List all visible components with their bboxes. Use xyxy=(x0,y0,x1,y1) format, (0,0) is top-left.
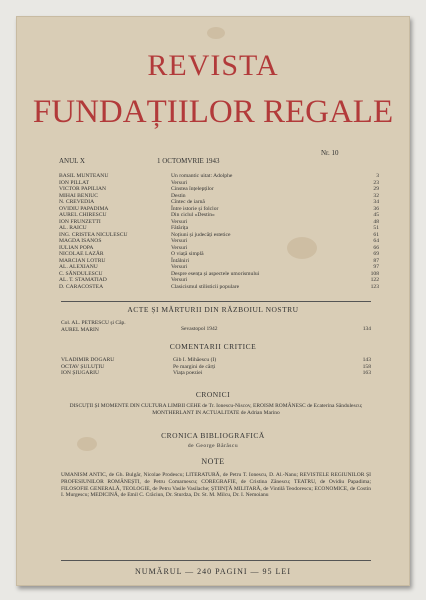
critic-work: Gib I. Mihăescu (I) xyxy=(173,357,217,363)
toc-author: AUREL CHIRESCU xyxy=(59,212,107,218)
toc-work: Între istorie și folclor xyxy=(171,205,219,212)
toc-author: AL. T. STAMATIAD xyxy=(59,277,107,283)
toc-page: 48 xyxy=(373,218,379,225)
section-divider xyxy=(61,301,371,302)
critic-page: 158 xyxy=(362,363,371,370)
toc-page: 97 xyxy=(373,264,379,270)
toc-page: 3 xyxy=(376,173,379,179)
toc-row xyxy=(59,284,379,291)
toc-author: OVIDIU PAPADIMA xyxy=(59,205,109,212)
magazine-cover xyxy=(16,16,410,586)
critics-list xyxy=(61,357,371,377)
toc-author: ION PILLAT xyxy=(59,179,89,186)
toc-author: BASIL MUNTEANU xyxy=(59,173,109,179)
toc-work: Versuri xyxy=(171,218,188,225)
toc-author: N. CREVEDIA xyxy=(59,199,95,205)
toc-page: 45 xyxy=(373,212,379,218)
chronicles-text: DISCUȚII ȘI MOMENTE DIN CULTURA LIMBII CEHE de Tr. Ionescu-Niscov, EROISM ROMÂNESC de Ecaterina Săndulescu; MONTHERLANT IN ACTUALITATE de Adrian Marino xyxy=(69,403,363,416)
issue-date: 1 OCTOMVRIE 1943 xyxy=(157,157,220,165)
magazine-title-line2: FUNDAȚIILOR REGALE xyxy=(32,94,394,130)
footer-divider xyxy=(61,560,371,561)
critic-author: OCTAV ȘULUȚIU xyxy=(61,363,105,370)
war-author-1: Col. AL. PETRESCU și Căp. xyxy=(61,320,126,326)
war-author-2: AUREL MARIN xyxy=(61,326,99,333)
issue-number: Nr. 10 xyxy=(321,149,339,157)
toc-work: Clasicismul stilisticii populare xyxy=(171,283,240,290)
toc-author: ION FRUNZETTI xyxy=(59,218,101,225)
toc-work: Noțiuni și judecăți estetice xyxy=(171,231,231,238)
toc-work: Versuri xyxy=(171,277,188,283)
toc-page: 69 xyxy=(373,251,379,257)
toc-author: MIHAI BENIUC xyxy=(59,192,98,199)
toc-work: Din ciclul «Destin» xyxy=(171,212,215,218)
toc-page: 66 xyxy=(373,244,379,251)
toc-author: NICOLAE LAZĂR xyxy=(59,251,104,257)
toc-work: Destin xyxy=(171,192,186,199)
toc-work: O viață simplă xyxy=(171,251,204,257)
table-of-contents xyxy=(59,173,379,290)
toc-author: MAGDA ISANOS xyxy=(59,238,102,244)
toc-page: 36 xyxy=(373,205,379,212)
critics-heading: COMENTARII CRITICE xyxy=(169,342,257,351)
war-work: Sevastopol 1942 xyxy=(181,326,218,332)
toc-page: 64 xyxy=(373,238,379,244)
toc-page: 87 xyxy=(373,257,379,264)
toc-work: Versuri xyxy=(171,179,188,186)
toc-page: 122 xyxy=(370,277,379,283)
war-section-heading: ACTE ȘI MĂRTURII DIN RĂZBOIUL NOSTRU xyxy=(127,305,299,314)
toc-author: D. CARACOSTEA xyxy=(59,283,104,290)
toc-page: 61 xyxy=(373,231,379,238)
toc-page: 34 xyxy=(373,199,379,205)
toc-author: VICTOR PAPILIAN xyxy=(59,186,107,192)
footer-price: NUMĂRUL — 240 PAGINI — 95 LEI xyxy=(135,567,291,576)
critic-author: VLADIMIR DOGARU xyxy=(61,357,115,363)
toc-work: Cîntec de iarnă xyxy=(171,199,205,205)
toc-author: MARCIAN LOTRU xyxy=(59,257,106,264)
critic-page: 163 xyxy=(362,370,371,376)
toc-work: Fătărița xyxy=(171,225,189,231)
war-section xyxy=(61,320,371,334)
bibliography-author: de George Bărăscu xyxy=(187,443,239,449)
toc-work: Despre esența și aspectele umorismului xyxy=(171,270,260,277)
issue-year: ANUL X xyxy=(59,157,85,165)
toc-work: Întâlniri xyxy=(171,257,190,264)
chronicles-heading: CRONICI xyxy=(195,390,231,399)
notes-heading: NOTE xyxy=(201,457,225,466)
critic-page: 143 xyxy=(362,357,371,363)
toc-author: C. SĂNDULESCU xyxy=(59,270,103,277)
toc-page: 32 xyxy=(373,192,379,199)
toc-page: 29 xyxy=(373,186,379,192)
bibliography-heading: CRONICA BIBLIOGRAFICĂ xyxy=(161,431,265,440)
toc-page: 23 xyxy=(373,179,379,186)
toc-page: 108 xyxy=(370,270,379,277)
toc-page: 123 xyxy=(370,283,379,290)
critic-work: Pe margini de cărți xyxy=(173,363,216,370)
notes-text: UMANISM ANTIC, de Gh. Bulgăr, Nicolae Prodescu; LITERATURĂ, de Petru T. Ionescu, D. Al.-Nanu; REVISTELE REGIUNILOR ȘI PROFESIUNILOR ROMÂNEȘTI, de Petru Comarnescu; COREGRAFIE, de Cristina Zănescu; TEATRU, de Ovidiu Papadima; FILOSOFIE GENERALĂ, TEOLOGIE, de Petru Vasile Vasilache; ȘTIINȚĂ MILITARĂ, de Vintilă Teodorescu; ECONOMICE, de Costin I. Murgescu; MEDICINĂ, de Emil C. Crăciun, Dr. Sturdza, Dr. St. M. Milcu, Dr. I. Nemoianu xyxy=(61,472,371,499)
toc-page: 51 xyxy=(373,225,379,231)
toc-work: Versuri xyxy=(171,264,188,270)
toc-work: Un romantic uitat: Adolphe xyxy=(171,173,233,179)
critic-author: ION ȘIUGARIU xyxy=(61,370,100,376)
toc-author: AL. ALEXIANU xyxy=(59,264,98,270)
toc-author: AL. RAICU xyxy=(59,225,87,231)
toc-author: ING. CRISTEA NICULESCU xyxy=(59,231,128,238)
toc-work: Cinstea înțelepților xyxy=(171,186,214,192)
paper-stain xyxy=(207,27,225,39)
war-page: 134 xyxy=(362,326,371,332)
toc-work: Versuri xyxy=(171,238,188,244)
magazine-title-line1: REVISTA xyxy=(147,49,279,82)
critic-work: Viața poeziei xyxy=(173,370,203,376)
toc-work: Versuri xyxy=(171,244,188,251)
toc-author: IULIAN POPA xyxy=(59,244,94,251)
